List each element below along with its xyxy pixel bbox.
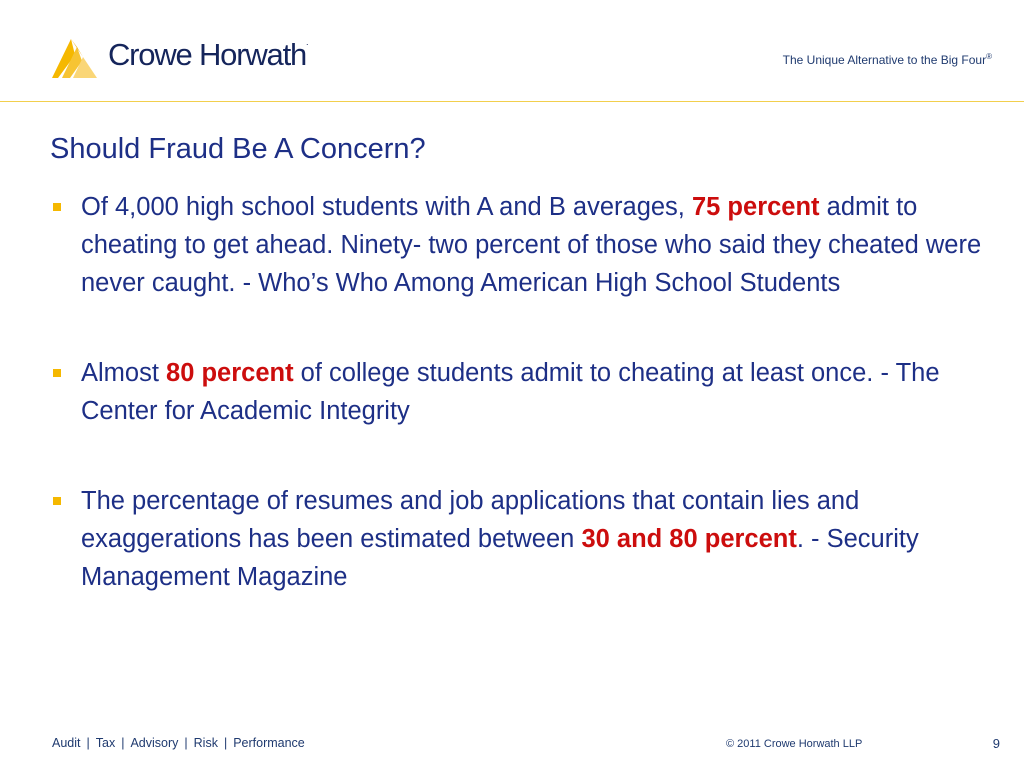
crowe-horwath-logo xyxy=(50,30,320,80)
footer-separator: | xyxy=(223,736,228,750)
footer-service-links xyxy=(52,736,305,750)
highlight-stat: 80 percent xyxy=(166,359,294,387)
footer-link-audit: Audit xyxy=(52,736,81,750)
footer-link-tax: Tax xyxy=(95,736,116,750)
bullet-item: The percentage of resumes and job applications that contain lies and exaggerations has been estimated between 30 and 80 percent. - Security Management Magazine xyxy=(50,482,1000,596)
square-bullet-icon xyxy=(53,369,61,377)
header-divider xyxy=(0,101,1024,102)
page-number: 9 xyxy=(992,736,1000,751)
slide-title: Should Fraud Be A Concern? xyxy=(50,133,426,165)
copyright: © 2011 Crowe Horwath LLP xyxy=(726,738,863,750)
bullet-list xyxy=(50,188,1000,596)
footer-separator: | xyxy=(86,736,90,750)
square-bullet-icon xyxy=(53,497,61,505)
tagline: The Unique Alternative to the Big Four® xyxy=(782,52,992,67)
footer-separator: | xyxy=(184,736,188,750)
footer-link-risk: Risk xyxy=(193,736,218,750)
bullet-item: Almost 80 percent of college students admit to cheating at least once. - The Center for Academic Integrity xyxy=(50,354,1000,430)
footer-link-advisory: Advisory xyxy=(130,736,179,750)
registered-mark: ® xyxy=(986,52,992,61)
logo-wordmark: Crowe Horwath. xyxy=(108,37,309,72)
highlight-stat: 75 percent xyxy=(691,193,820,221)
footer-separator: | xyxy=(121,736,125,750)
footer-link-performance: Performance xyxy=(233,736,305,750)
square-bullet-icon xyxy=(53,203,61,211)
highlight-stat: 30 and 80 percent xyxy=(581,525,797,553)
crowe-horwath-logo-icon xyxy=(50,33,100,79)
bullet-item: Of 4,000 high school students with A and B averages, 75 percent admit to cheating to get ahead. Ninety- two percent of those who said they cheated were never caught. - Who’s Who Among American High School Students xyxy=(50,188,1000,302)
